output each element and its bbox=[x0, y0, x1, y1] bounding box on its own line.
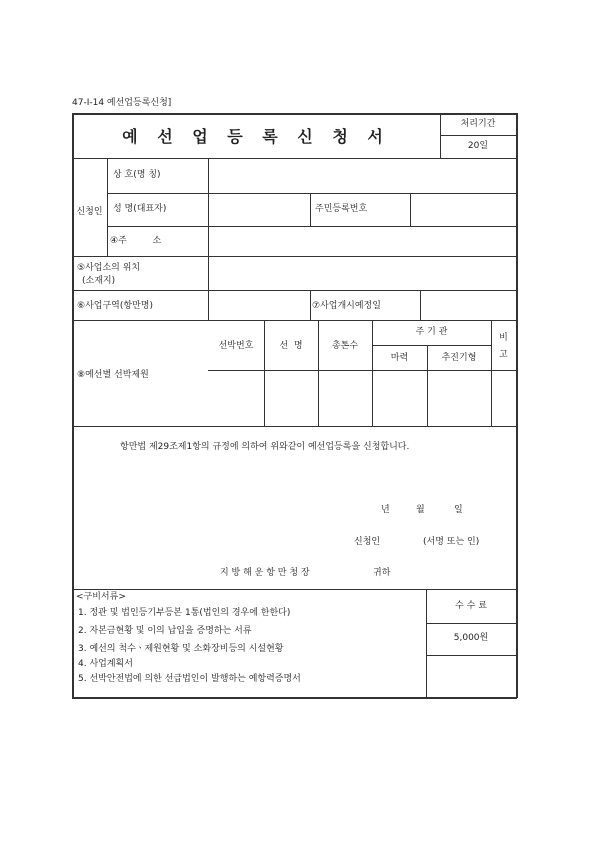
required-doc-item: 4. 사업계획서 bbox=[78, 659, 133, 669]
date-day-label: 일 bbox=[454, 505, 463, 515]
fee-label: 수 수 료 bbox=[455, 601, 487, 611]
fee-value: 5,000원 bbox=[453, 633, 489, 643]
representative-label: 성 명(대표자) bbox=[113, 204, 167, 214]
ship-name-cell[interactable] bbox=[265, 371, 317, 425]
processing-period-label: 처리기간 bbox=[460, 119, 496, 129]
remarks-cell[interactable] bbox=[492, 371, 515, 425]
business-name-label: 상 호(명 칭) bbox=[113, 170, 161, 180]
remarks-header-1: 비 bbox=[499, 333, 508, 343]
declaration-text: 항만법 제29조제1항의 규정에 의하여 위와같이 예선업등록을 신청합니다. bbox=[120, 442, 410, 452]
office-location-sub-label: (소재지) bbox=[82, 276, 116, 286]
ship-name-header: 선 명 bbox=[279, 341, 303, 351]
resident-number-field[interactable] bbox=[411, 194, 515, 225]
propulsion-cell[interactable] bbox=[428, 371, 490, 425]
tonnage-cell[interactable] bbox=[319, 371, 371, 425]
horsepower-header: 마력 bbox=[390, 353, 409, 363]
ship-number-cell[interactable] bbox=[209, 371, 263, 425]
propulsion-header: 추진기형 bbox=[441, 353, 477, 363]
form-code: 47-Ⅰ-14 예선업등록신청] bbox=[72, 98, 172, 108]
start-date-field[interactable] bbox=[421, 291, 515, 319]
signature-note: (서명 또는 인) bbox=[423, 537, 480, 547]
date-month-label: 월 bbox=[416, 505, 425, 515]
horsepower-cell[interactable] bbox=[373, 371, 426, 425]
vessel-spec-label: ⑧예선별 선박제원 bbox=[77, 370, 149, 380]
date-year-label: 년 bbox=[381, 505, 390, 515]
start-date-label: ⑦사업개시예정일 bbox=[312, 301, 381, 311]
resident-number-label: 주민등록번호 bbox=[315, 204, 368, 214]
form-title: 예 선 업 등 록 신 청 서 bbox=[122, 127, 390, 146]
address-label: ④주 소 bbox=[110, 236, 162, 246]
business-name-field[interactable] bbox=[209, 159, 515, 192]
business-area-field[interactable] bbox=[209, 291, 309, 319]
applicant-group-label: 신청인 bbox=[76, 207, 103, 217]
processing-period-value: 20일 bbox=[467, 141, 489, 151]
tonnage-header: 총톤수 bbox=[331, 341, 359, 351]
signer-label: 신청인 bbox=[354, 537, 381, 547]
ship-number-header: 선박번호 bbox=[218, 341, 254, 351]
required-doc-item: 1. 정관 및 법인등기부등본 1통(법인의 경우에 한한다) bbox=[78, 608, 291, 618]
business-area-label: ⑥사업구역(항만명) bbox=[77, 301, 153, 311]
office-location-label: ⑤사업소의 위치 bbox=[77, 263, 141, 273]
representative-field[interactable] bbox=[209, 194, 309, 225]
office-location-field[interactable] bbox=[209, 257, 515, 289]
recipient-suffix: 귀하 bbox=[373, 568, 391, 578]
remarks-header-2: 고 bbox=[499, 350, 508, 360]
required-docs-header: <구비서류> bbox=[76, 592, 126, 602]
recipient-label: 지 방 해 운 항 만 청 장 bbox=[220, 568, 310, 578]
address-field[interactable] bbox=[209, 227, 515, 255]
required-doc-item: 2. 자본금현황 및 이의 납입을 증명하는 서류 bbox=[78, 626, 252, 636]
main-engine-header: 주 기 관 bbox=[415, 327, 448, 337]
required-doc-item: 3. 예선의 척수ㆍ제원현황 및 소화장비등의 시설현황 bbox=[78, 644, 284, 654]
required-doc-item: 5. 선박안전법에 의한 선급법인이 발행하는 예항력증명서 bbox=[78, 674, 301, 684]
